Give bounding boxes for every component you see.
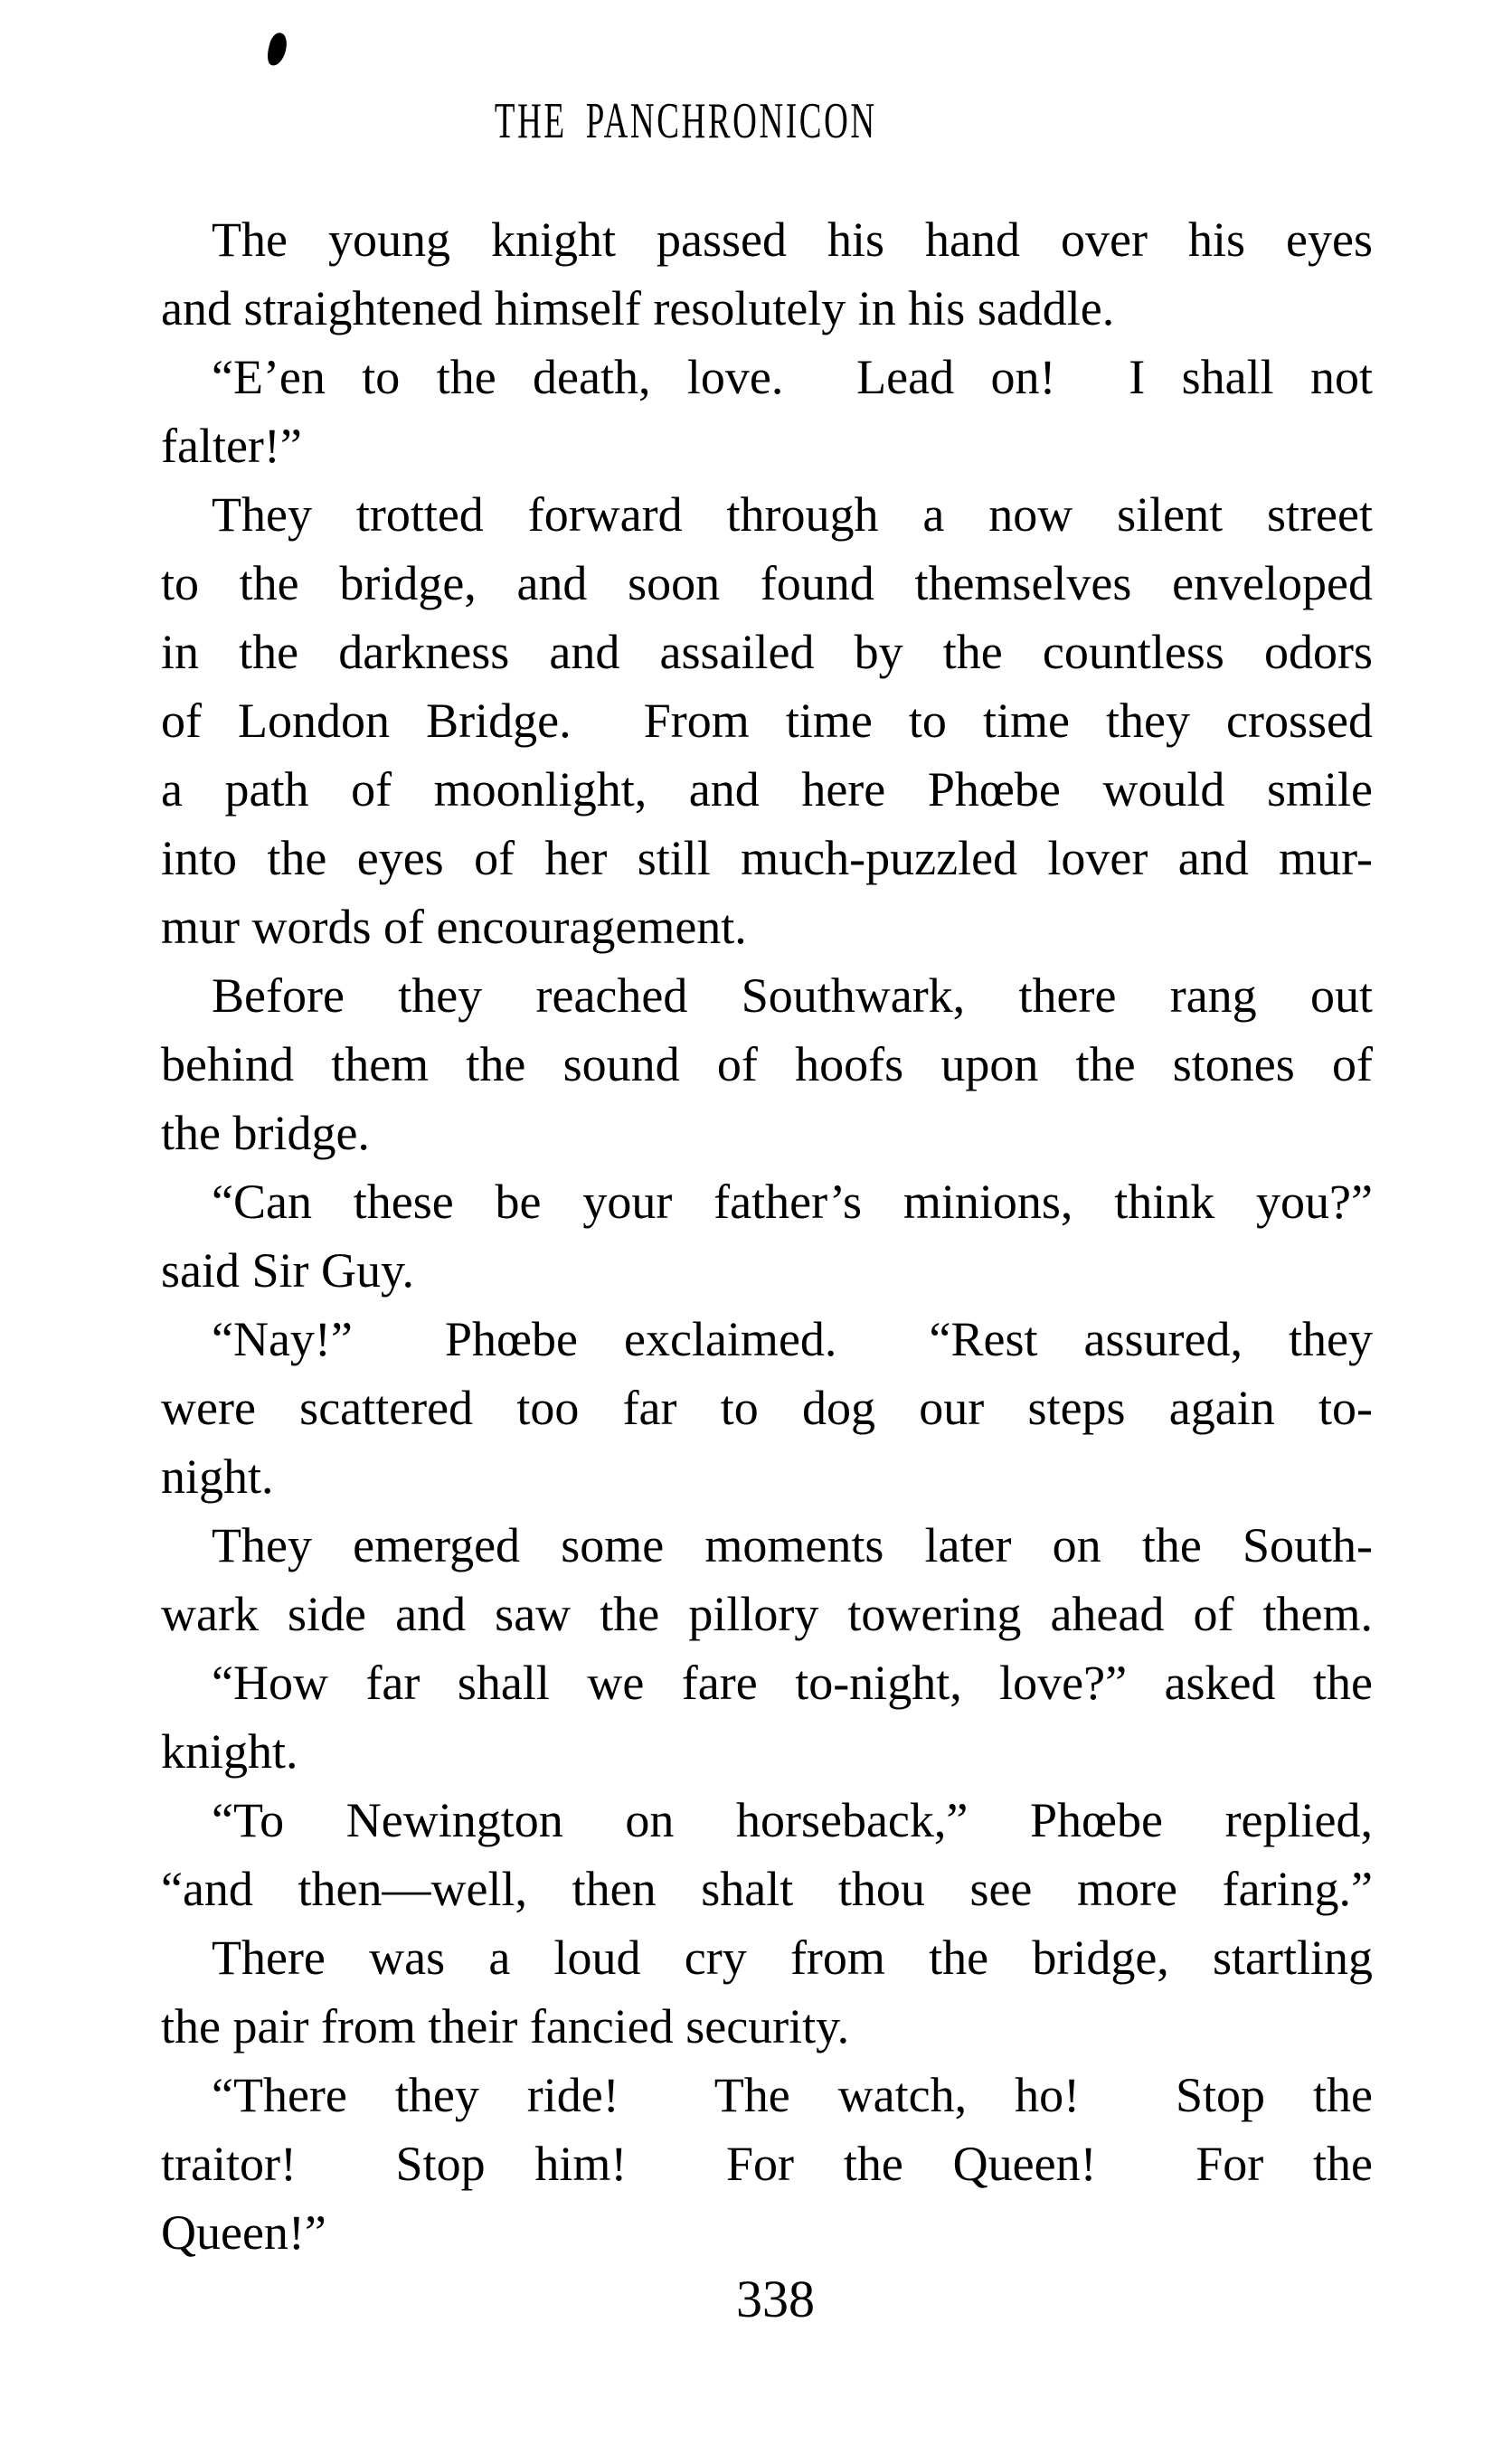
text-line: “E’en to the death, love. Lead on! I shall not [212, 350, 1373, 404]
text-line: They trotted forward through a now silent street [212, 487, 1373, 542]
folio-row [0, 2270, 1493, 2339]
paragraph [161, 1648, 1373, 1786]
text-line: “How far shall we fare to-night, love?” asked the [212, 1656, 1373, 1710]
text-line: in the darkness and assailed by the countless odors [161, 625, 1373, 679]
paragraph [161, 1167, 1373, 1305]
paragraph [161, 1786, 1373, 1923]
text-line: There was a loud cry from the bridge, startling [212, 1931, 1373, 1985]
text-line: said Sir Guy. [161, 1243, 414, 1298]
paragraph [161, 1923, 1373, 2061]
text-line: “There they ride! The watch, ho! Stop the [212, 2068, 1373, 2122]
text-line: “Can these be your father’s minions, think you?” [212, 1175, 1373, 1229]
text-line: traitor! Stop him! For the Queen! For the [161, 2137, 1373, 2191]
text-line: “and then—well, then shalt thou see more faring.” [161, 1862, 1373, 1916]
text-line: “To Newington on horseback,” Phœbe replied, [212, 1793, 1373, 1847]
text-line: and straightened himself resolutely in his saddle. [161, 281, 1115, 335]
text-line: to the bridge, and soon found themselves enveloped [161, 556, 1373, 610]
paragraph [161, 343, 1373, 480]
ink-smudge [265, 31, 289, 67]
text-line: the bridge. [161, 1106, 370, 1160]
paragraph [161, 480, 1373, 961]
text-line: They emerged some moments later on the South- [212, 1518, 1373, 1572]
text-line: knight. [161, 1724, 298, 1779]
text-line: the pair from their fancied security. [161, 1999, 850, 2053]
paragraph [161, 1511, 1373, 1648]
page-number: 338 [736, 2270, 815, 2328]
text-line: mur words of encouragement. [161, 900, 747, 954]
page-body [161, 205, 1373, 2267]
text-line: The young knight passed his hand over his eyes [212, 212, 1373, 267]
text-line: Before they reached Southwark, there rang out [212, 968, 1373, 1023]
text-line: into the eyes of her still much-puzzled lover and mur- [161, 831, 1373, 885]
text-line: of London Bridge. From time to time they crossed [161, 694, 1373, 748]
text-line: falter!” [161, 419, 302, 473]
paragraph [161, 961, 1373, 1167]
text-line: wark side and saw the pillory towering ahead of them. [161, 1587, 1373, 1641]
text-line: behind them the sound of hoofs upon the stones of [161, 1037, 1373, 1091]
running-header [0, 93, 1493, 159]
paragraph [161, 205, 1373, 343]
text-line: “Nay!” Phœbe exclaimed. “Rest assured, they [212, 1312, 1373, 1366]
text-line: were scattered too far to dog our steps again to- [161, 1381, 1373, 1435]
text-line: night. [161, 1449, 274, 1504]
text-line: a path of moonlight, and here Phœbe would smile [161, 762, 1373, 817]
text-line: Queen!” [161, 2205, 326, 2260]
page-title: THE PANCHRONICON [495, 93, 877, 149]
paragraph [161, 2061, 1373, 2267]
paragraph [161, 1305, 1373, 1511]
